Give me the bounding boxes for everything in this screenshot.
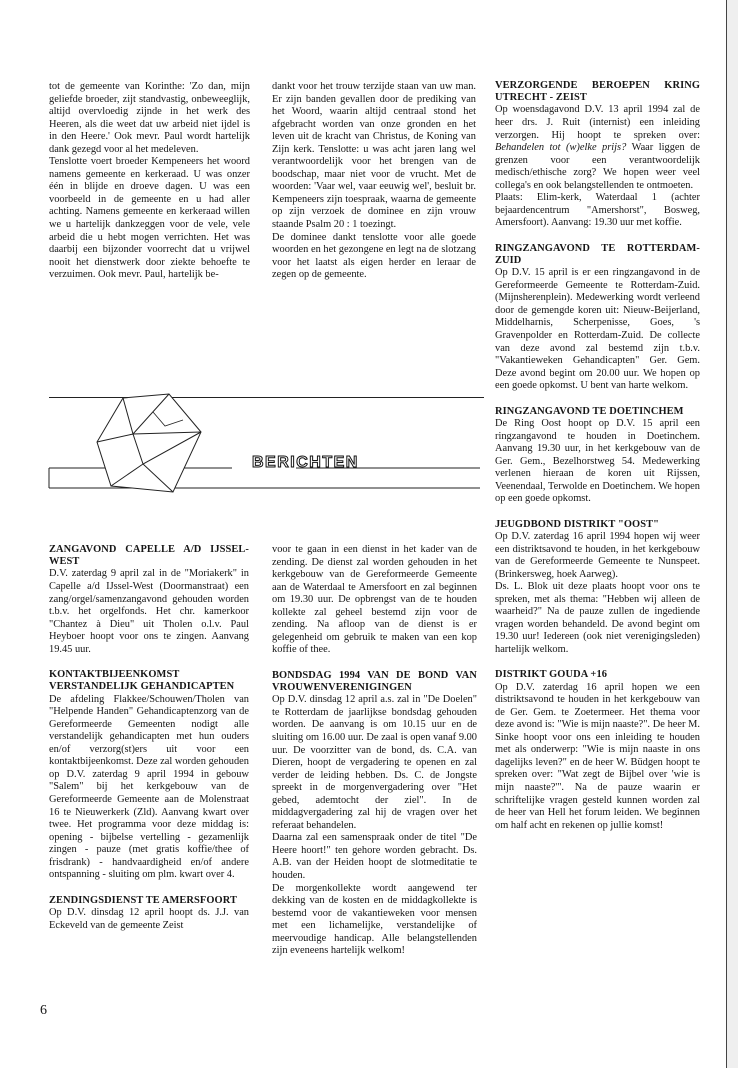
notices-column-middle: [272, 544, 477, 971]
notice-text: voor te gaan in een dienst in het kader van de zending. De dienst zal worden gehouden in het kerkgebouw van de Gereformeerde Gemeente aan de Waterdaal te Amersfoort en zal beginnen om 19.30 uur. De opbrengst van de te houden kollekte zal geheel bestemd zijn voor de zending. Na afloop van de dienst is er gelegenheid om gebruik te maken van een kop koffie of thee.: [272, 544, 477, 656]
notice-text: De Ring Oost hoopt op D.V. 15 april een ringzangavond te houden in Doetinchem. Aanvang 19.30 uur, in het kerkgebouw van de Ger. Gem., Bezelhorstweg 54. Medewerking verlenen hieraan de koren uit Rijssen, Veenendaal, Terwolde en Doetinchem. We hopen op een goede opkomst.: [495, 417, 700, 505]
notices-column-left: [49, 544, 249, 945]
notice-rotterdam: [495, 243, 700, 393]
notice-heading: BONDSDAG 1994 VAN DE BOND VAN VROUWENVERENIGINGEN: [272, 669, 477, 694]
notice-heading: ZENDINGSDIENST TE AMERSFOORT: [49, 894, 237, 906]
notice-zending-continued: [272, 544, 477, 657]
article-paragraph: tot de gemeente van Korinthe: 'Zo dan, mijn geliefde broeder, zijt standvastig, onbeweeglijk, altijd overvloedig zijnde in het werk des Heeren, als die weet dat uw arbeid niet ijdel is in den Heere.' Ook mevr. Paul wordt hartelijk dank gezegd voor al het medeleven.: [49, 81, 250, 155]
notice-heading: JEUGDBOND DISTRIKT "OOST": [495, 518, 659, 530]
notice-heading: RINGZANGAVOND TE ROTTERDAM-ZUID: [495, 242, 700, 267]
notice-text: Daarna zal een samenspraak onder de titel "De Heere hoort!" ten gehore worden gebracht. Ds. A.B. van der Heiden hoopt de slotmeditatie te houden.: [272, 832, 477, 881]
article-paragraph: dankt voor het trouw terzijde staan van uw man. Er zijn banden gevallen door de prediking van het Woord, waarin altijd centraal stond het afgebracht worden van onze gronden en het leven uit de kracht van Christus, de Koning van Zijn kerk. Tenslotte: u was acht jaren lang wel verantwoordelijk voor het brengen van de boodschap, maar niet voor de vrucht. Met de woorden: 'Vaar wel, vaar eeuwig wel', besluit br. Kempeneers zijn toespraak, waarna de gemeente op zijn verzoek de dominee en zijn vrouw staande Psalm 20 : 1 toezingt.: [272, 81, 476, 231]
notice-zending: [49, 895, 249, 932]
notice-jeugdbond: [495, 519, 700, 657]
notice-text: De afdeling Flakkee/Schouwen/Tholen van "Helpende Handen" Gehandicaptenzorg van de Gereformeerde Gemeenten nodigt alle verstandelijk gehandicapten met hun ouders en/of verzorg(st)ers uit voor een kontaktbijeenkomst. Deze zal worden gehouden op D.V. zaterdag 9 april 1994 in gebouw "Salem" bij het kerkgebouw van de Gereformeerde Gemeente aan de Molenstraat 16 te Nieuwerkerk (Zld). Aanvang kwart over twee. Het programma voor deze middag is: opening - bijbelse vertelling - gezamenlijk zingen - pauze (met gratis koffie/thee of frisdrank) - handvaardigheid en/of andere ontspanning - sluiting om plm. kwart over 4.: [49, 693, 249, 881]
notice-heading: VERZORGENDE BEROEPEN KRING UTRECHT - ZEIST: [495, 80, 700, 104]
notice-text: Op woensdagavond D.V. 13 april 1994 zal de heer drs. J. Ruit (internist) een inleiding verzorgen. Hij hoopt te spreken over: Behandelen tot (w)elke prijs? Waar liggen de grenzen voor een verantwoordelijk medisch/ethische zorg? We hopen weer veel collega's en ook belangstellenden te ontmoeten.: [495, 104, 700, 191]
notice-zangavond: [49, 544, 249, 656]
notice-heading: KONTAKTBIJEENKOMST VERSTANDELIJK GEHANDICAPTEN: [49, 669, 235, 693]
notice-text: Plaats: Elim-kerk, Waterdaal 1 (achter bejaardencentrum "Amershorst", Bosweg, Amersfoort). Aanvang: 19.30 uur met koffie.: [495, 192, 700, 229]
notice-text: Ds. L. Blok uit deze plaats hoopt voor ons te spreken, met als thema: "Hebben wij alleen de waarheid?" Na de pauze zullen de ingediende vragen worden behandeld. De avond begint om 19.30 uur! Iedereen (ook niet verenigingsleden) hartelijk welkom.: [495, 581, 700, 655]
banner-title: BERICHTEN: [252, 454, 359, 471]
notice-doetinchem: [495, 406, 700, 506]
notice-verzorgende: [495, 80, 700, 230]
article-paragraph: De dominee dankt tenslotte voor alle goede woorden en het gezongene en legt na de slotzang voor het laatst als eigen herder en leraar de zegen op de gemeente.: [272, 231, 476, 281]
envelope-illustration: [93, 390, 205, 495]
page-number: 6: [40, 1003, 47, 1018]
notice-heading: RINGZANGAVOND TE DOETINCHEM: [495, 405, 684, 417]
page-edge: [726, 0, 738, 1068]
article-column-1: [49, 81, 250, 282]
notice-gouda: [495, 669, 700, 832]
notice-text: Op D.V. dinsdag 12 april a.s. zal in "De Doelen" te Rotterdam de jaarlijkse bondsdag gehouden worden. De aanvang is om 10.15 uur en de sluiting om 16.00 uur. De zaal is open vanaf 9.00 uur. De voorzitter van de bond, ds. C.A. van Dieren, hoopt de vergadering te openen en zal verder de leiding hebben. Ds. C. de Jongste spreekt in de morgenvergadering over "Het gebed, ademtocht der ziel". In de middagvergadering zal hij de vragen over het referaat behandelen.: [272, 694, 477, 831]
notice-text: Op D.V. zaterdag 16 april 1994 hopen wij weer een distriktsavond te houden, in het kerkgebouw van de Gereformeerde Gemeente te Nunspeet. (Brinkersweg, hoek Aarweg).: [495, 530, 700, 580]
notice-heading: ZANGAVOND CAPELLE A/D IJSSEL-WEST: [49, 544, 249, 568]
notice-bondsdag: [272, 670, 477, 958]
notice-text: Op D.V. dinsdag 12 april hoopt ds. J.J. van Eckeveld van de gemeente Zeist: [49, 907, 249, 931]
notice-text: D.V. zaterdag 9 april zal in de "Moriakerk" in Capelle a/d IJssel-West (Doormanstraat) een zang/orgel/samenzangavond gehouden worden t.b.v. het orgelfonds. Het chr. kamerkoor "Chantez à Dieu" uit Tholen o.l.v. Paul Heyboer hoopt voor ons te zingen. Aanvang 19.45 uur.: [49, 568, 249, 655]
notice-kontakt: [49, 669, 249, 882]
notice-text: Op D.V. zaterdag 16 april hopen we een distriktsavond te houden in het kerkgebouw van de Ger. Gem. te Zoetermeer. Het thema voor deze avond is: "Wie is mijn naaste?". De heer M. Sinke hoopt voor ons een inleiding te houden met als onderwerp: "Wie is mijn naaste in ons dagelijks leven?" en de heer W. Büdgen hoopt te spreken over: "Wat zegt de Bijbel over 'wie is mijn naaste?'". Na de pauze waarin er schriftelijke vragen gesteld kunnen worden zal de heer van Hell het forum leiden. We beginnen om half acht en rekenen op jullie komst!: [495, 681, 700, 831]
notice-heading: DISTRIKT GOUDA +16: [495, 669, 608, 681]
notices-column-right: [495, 80, 700, 845]
notice-text: Op D.V. 15 april is er een ringzangavond in de Gereformeerde Gemeente te Rotterdam-Zuid. (Mijnsherenplein). Medewerking wordt verleend door de gemengde koren uit: Nieuw-Beijerland, Middelharnis, Scherpenisse, Goes, 's Gravenpolder en Rotterdam-Zuid. De collecte van deze avond zal bestemd zijn t.b.v. "Vakantieweken Gehandicapten" Ger. Gem. Deze avond begint om 20.00 uur. We hopen op een goede opkomst. U bent van harte welkom.: [495, 267, 700, 392]
article-column-2: [272, 81, 476, 282]
notice-text: De morgenkollekte wordt aangewend ter dekking van de kosten en de middagkollekte is bestemd voor de vakantieweken voor mensen met een lichamelijke, verstandelijke of meervoudige handicap. Alle belangstellenden zijn eveneens hartelijk welkom!: [272, 882, 477, 957]
article-paragraph: Tenslotte voert broeder Kempeneers het woord namens gemeente en kerkeraad. U was onzer één in blijde en droeve dagen. U was een voorbeeld in de gemeente en u had aller achting. Namens gemeente en kerkeraad willen we u hartelijk dankzeggen voor de vele, vele arbeid die u hebt mogen verrichten. Het was daarbij een bijzonder voorrecht dat u vrijwel nooit het dienstwerk door ziekte behoefte te verzuimen. Ook mevr. Paul, hartelijk be-: [49, 156, 250, 281]
